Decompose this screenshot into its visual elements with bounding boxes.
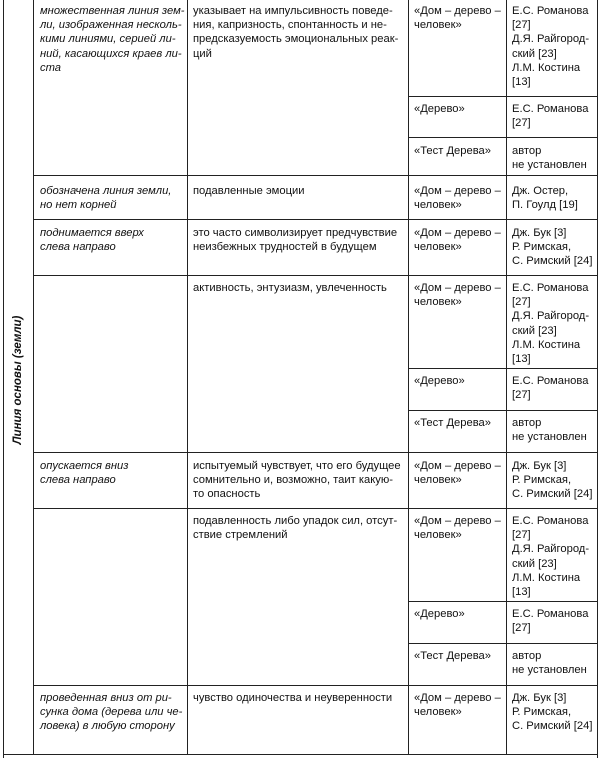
author-cell-line: ский [23]: [512, 557, 557, 570]
interpretation-cell: [193, 459, 401, 502]
test-name-cell: [414, 416, 491, 430]
author-cell-line: Дж. Бук [3]: [512, 692, 567, 704]
subrow-divider: [408, 137, 598, 138]
feature-cell: [40, 4, 185, 75]
author-cell-line: С. Римский [24]: [512, 720, 593, 733]
section-label: Линия основы (земли): [12, 315, 24, 445]
feature-cell-line: слева направо: [40, 474, 116, 487]
test-name-cell-line: «Дом – дерево –: [414, 5, 501, 17]
interpretation-cell: [193, 691, 392, 705]
author-cell-line: Е.С. Романова: [512, 375, 589, 387]
column-divider: [506, 0, 507, 755]
author-cell-line: [13]: [512, 586, 531, 599]
author-cell: [512, 459, 592, 502]
interpretation-cell-line: чувство одиночества и неуверенности: [193, 692, 393, 704]
test-name-cell-line: «Дерево»: [414, 375, 465, 387]
test-name-cell-line: «Дом – дерево –: [414, 460, 501, 472]
test-name-cell-line: «Дом – дерево –: [414, 515, 501, 527]
author-cell: [512, 416, 587, 444]
author-cell-line: автор: [512, 145, 542, 157]
test-name-cell-line: человек»: [414, 474, 462, 487]
author-cell-line: С. Римский [24]: [512, 488, 593, 501]
feature-cell: [40, 184, 171, 212]
test-name-cell-line: «Тест Дерева»: [414, 145, 491, 157]
subrow-divider: [408, 96, 598, 97]
author-cell-line: не установлен: [512, 431, 587, 444]
author-cell-line: Е.С. Романова: [512, 515, 589, 527]
test-name-cell-line: «Дом – дерево –: [414, 227, 501, 239]
test-name-cell-line: «Дерево»: [414, 103, 465, 115]
interpretation-cell: [193, 4, 398, 61]
author-cell: [512, 281, 589, 366]
author-cell-line: С. Римский [24]: [512, 255, 593, 268]
feature-cell-line: обозначена линия земли,: [40, 185, 172, 197]
subrow-divider: [408, 368, 598, 369]
test-name-cell: [414, 4, 501, 32]
interpretation-cell-line: испытуемый чувствует, что его будущее: [193, 460, 401, 472]
subrow-divider: [408, 601, 598, 602]
row-divider: [33, 685, 598, 686]
test-name-cell-line: человек»: [414, 19, 462, 32]
feature-cell-line: ста: [40, 61, 62, 74]
test-name-cell-line: человек»: [414, 199, 462, 212]
author-cell-line: Дж. Остер,: [512, 185, 569, 197]
author-cell-line: Дж. Бук [3]: [512, 227, 567, 239]
author-cell: [512, 374, 588, 402]
author-cell-line: Л.М. Костина: [512, 571, 581, 584]
author-cell-line: Л.М. Костина: [512, 338, 581, 351]
test-name-cell: [414, 691, 501, 719]
test-name-cell: [414, 459, 501, 487]
author-cell-line: Е.С. Романова: [512, 608, 589, 620]
subrow-divider: [408, 643, 598, 644]
test-name-cell: [414, 226, 501, 254]
interpretation-cell-line: предсказуемость эмоциональных реак-: [193, 33, 399, 46]
author-cell-line: Е.С. Романова: [512, 103, 589, 115]
test-name-cell-line: «Дом – дерево –: [414, 692, 501, 704]
test-name-cell: [414, 607, 465, 621]
test-name-cell: [414, 649, 491, 663]
test-name-cell-line: человек»: [414, 241, 462, 254]
feature-cell: [40, 459, 128, 487]
test-name-cell: [414, 144, 491, 158]
feature-cell-line: поднимается вверх: [40, 227, 144, 239]
feature-cell-line: ловека) в любую сторону: [40, 720, 175, 733]
test-name-cell: [414, 281, 501, 309]
interpretation-cell: [193, 514, 397, 542]
subrow-divider: [408, 410, 598, 411]
test-name-cell-line: «Тест Дерева»: [414, 650, 491, 662]
author-cell-line: [13]: [512, 76, 531, 89]
author-cell-line: Д.Я. Райгород-: [512, 543, 590, 556]
row-divider: [33, 219, 598, 220]
author-cell: [512, 102, 588, 130]
author-cell-line: [27]: [512, 117, 531, 130]
test-name-cell: [414, 184, 501, 212]
interpretation-cell-line: указывает на импульсивность поведе-: [193, 5, 393, 17]
interpretation-cell: [193, 226, 397, 254]
author-cell: [512, 514, 589, 599]
author-cell: [512, 649, 587, 677]
author-cell-line: Р. Римская,: [512, 706, 572, 719]
feature-cell-line: ний, касающихся краев ли-: [40, 47, 182, 60]
author-cell-line: П. Гоулд [19]: [512, 199, 578, 212]
author-cell-line: [27]: [512, 389, 531, 402]
feature-cell-line: но нет корней: [40, 199, 117, 212]
interpretation-cell: [193, 281, 387, 295]
feature-cell: [40, 691, 182, 734]
feature-cell-line: кими линиями, серией ли-: [40, 33, 176, 46]
interpretation-cell-line: ций: [193, 47, 212, 60]
interpretation-cell-line: ствие стремлений: [193, 529, 288, 542]
test-name-cell: [414, 102, 465, 116]
test-name-cell-line: человек»: [414, 529, 462, 542]
author-cell-line: не установлен: [512, 664, 587, 677]
test-name-cell-line: «Дерево»: [414, 608, 465, 620]
test-name-cell: [414, 514, 501, 542]
author-cell-line: [27]: [512, 19, 531, 32]
author-cell: [512, 691, 592, 734]
test-name-cell-line: «Дом – дерево –: [414, 282, 501, 294]
row-divider: [33, 275, 598, 276]
feature-cell-line: слева направо: [40, 241, 116, 254]
author-cell-line: [13]: [512, 353, 531, 366]
test-name-cell-line: «Дом – дерево –: [414, 185, 501, 197]
author-cell-line: ский [23]: [512, 47, 557, 60]
author-cell-line: Е.С. Романова: [512, 282, 589, 294]
author-cell-line: Д.Я. Райгород-: [512, 33, 590, 46]
author-cell-line: Р. Римская,: [512, 474, 572, 487]
author-cell-line: не установлен: [512, 159, 587, 172]
table-border-bottom: [3, 754, 598, 755]
interpretation-cell: [193, 184, 304, 198]
interpretation-cell-line: неизбежных трудностей в будущем: [193, 241, 377, 254]
author-cell-line: Е.С. Романова: [512, 5, 589, 17]
author-cell-line: Д.Я. Райгород-: [512, 310, 590, 323]
row-divider: [33, 175, 598, 176]
interpretation-cell-line: подавленность либо упадок сил, отсут-: [193, 515, 398, 527]
interpretation-cell-line: активность, энтузиазм, увлеченность: [193, 282, 387, 294]
interpretation-cell-line: подавленные эмоции: [193, 185, 305, 197]
feature-cell-line: множественная линия зем-: [40, 5, 185, 17]
row-divider: [33, 452, 598, 453]
author-cell-line: [27]: [512, 529, 531, 542]
interpretation-cell-line: это часто символизирует предчувствие: [193, 227, 398, 239]
author-cell-line: ский [23]: [512, 324, 557, 337]
test-name-cell-line: человек»: [414, 706, 462, 719]
interpretation-cell-line: то опасность: [193, 488, 261, 501]
column-divider: [187, 0, 188, 755]
table-border-right: [597, 0, 598, 758]
feature-cell: [40, 226, 144, 254]
row-divider: [33, 508, 598, 509]
author-cell-line: Дж. Бук [3]: [512, 460, 567, 472]
section-label-cell: [0, 0, 32, 758]
test-name-cell-line: «Тест Дерева»: [414, 417, 491, 429]
interpretation-cell-line: сомнительно и, возможно, таит какую-: [193, 474, 393, 487]
column-divider: [408, 0, 409, 755]
column-divider: [33, 0, 34, 755]
author-cell: [512, 184, 578, 212]
author-cell-line: Р. Римская,: [512, 241, 572, 254]
test-name-cell: [414, 374, 465, 388]
feature-cell-line: проведенная вниз от ри-: [40, 692, 172, 704]
author-cell: [512, 144, 587, 172]
author-cell: [512, 226, 592, 269]
author-cell: [512, 4, 589, 89]
author-cell-line: [27]: [512, 296, 531, 309]
author-cell-line: автор: [512, 650, 542, 662]
author-cell: [512, 607, 588, 635]
feature-cell-line: сунка дома (дерева или че-: [40, 706, 183, 719]
feature-cell-line: опускается вниз: [40, 460, 129, 472]
author-cell-line: автор: [512, 417, 542, 429]
author-cell-line: Л.М. Костина: [512, 61, 581, 74]
test-name-cell-line: человек»: [414, 296, 462, 309]
feature-cell-line: ли, изображенная несколь-: [40, 19, 182, 32]
author-cell-line: [27]: [512, 622, 531, 635]
interpretation-cell-line: ния, капризность, спонтанность и не-: [193, 19, 387, 32]
